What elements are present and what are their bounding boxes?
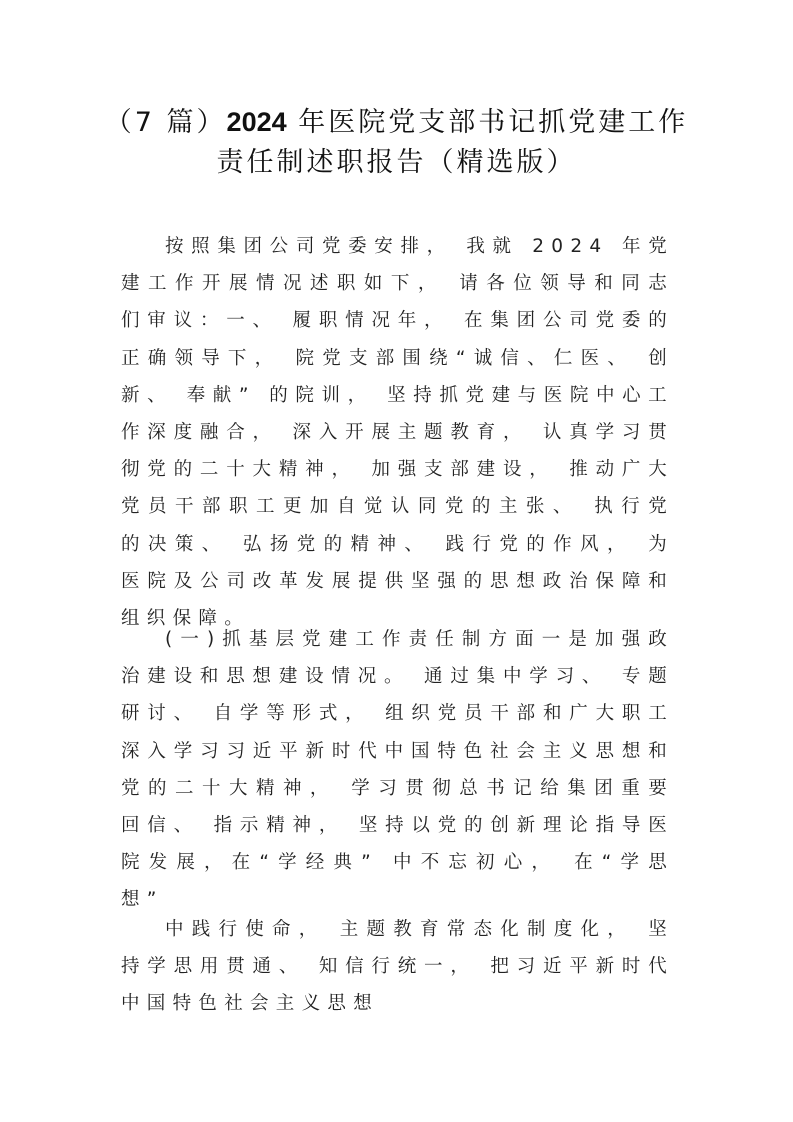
paragraph-continuation: 中践行使命， 主题教育常态化制度化， 坚持学思用贯通、 知信行统一， 把习近平新时代中国特色社会主义思想 (121, 919, 674, 1015)
paragraph-section-1: (一)抓基层党建工作责任制方面一是加强政治建设和思想建设情况。 通过集中学习、 专题研讨、 自学等形式， 组织党员干部和广大职工深入学习习近平新时代中国特色社会主义思想和党的二十大精神， 学习贯彻总书记给集团重要回信、 指示精神， 坚持以党的创新理论指导医院发展，在“学经典” 中不忘初心， 在“学思想” (121, 629, 674, 911)
title-suffix: 年医院党支部书记抓党建工作 (286, 107, 689, 138)
document-title-line-1 (0, 100, 793, 139)
title-year: 2024 (226, 107, 287, 137)
title-prefix: （7 篇） (104, 107, 227, 138)
paragraph-intro: 按照集团公司党委安排， 我就 2024 年党建工作开展情况述职如下， 请各位领导和同志们审议：一、 履职情况年， 在集团公司党委的正确领导下， 院党支部围绕“诚信、仁医、 创新、 奉献” 的院训， 坚持抓党建与医院中心工作深度融合， 深入开展主题教育， 认真学习贯彻党的二十大精神， 加强支部建设， 推动广大党员干部职工更加自觉认同党的主张、 执行党的决策、 弘扬党的精神、 践行党的作风， 为医院及公司改革发展提供坚强的思想政治保障和组织保障。 (121, 236, 674, 630)
document-title-line-2: 责任制述职报告（精选版） (216, 147, 577, 178)
